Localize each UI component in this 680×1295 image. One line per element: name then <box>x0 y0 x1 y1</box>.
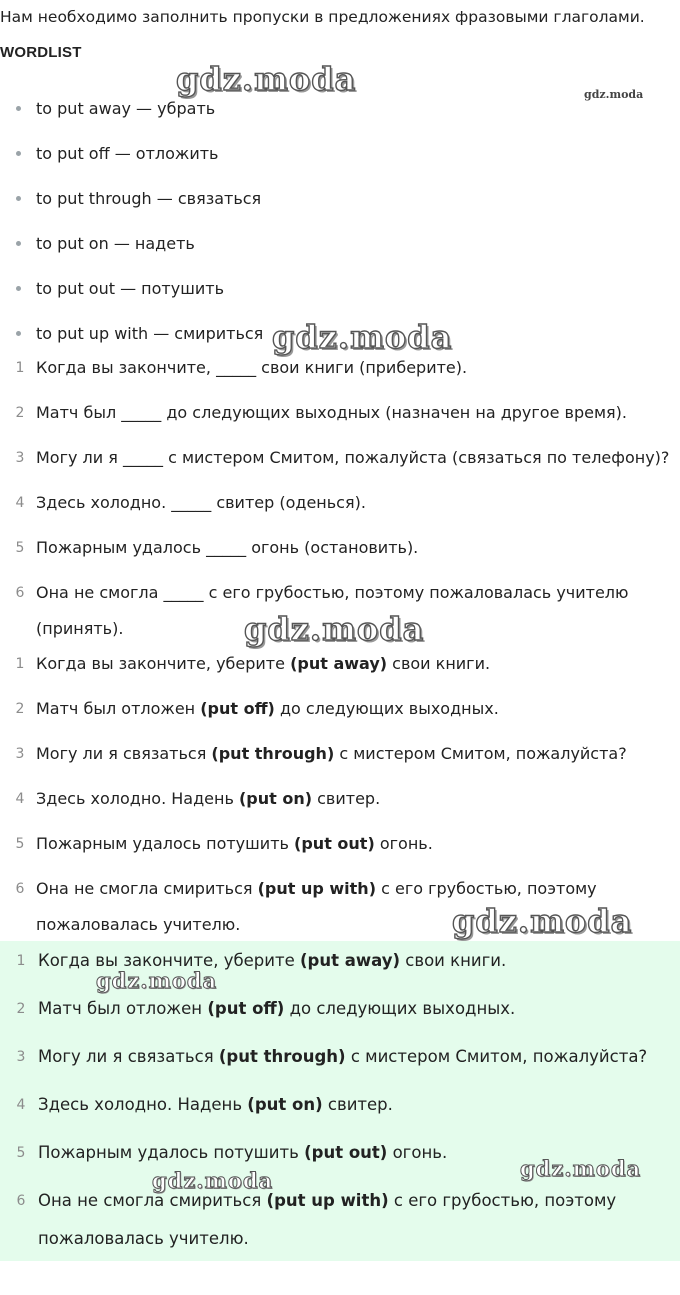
exercise-item <box>0 530 680 566</box>
wordlist-item-text: to put out — потушить <box>36 279 225 298</box>
wordlist-item <box>0 131 680 176</box>
exercise-text: Здесь холодно. _____ свитер (оденься). <box>36 493 366 512</box>
item-number: 6 <box>15 881 25 897</box>
phrasal-verb: (put through) <box>211 744 335 763</box>
answer-text: Она не смогла смириться (put up with) с его грубостью, поэтому пожаловалась учителю. <box>36 879 597 934</box>
wordlist <box>0 86 680 356</box>
wordlist-item-text: to put off — отложить <box>36 144 219 163</box>
watermark: gdz.moda <box>272 318 453 356</box>
phrasal-verb: (put on) <box>238 789 313 808</box>
item-number: 1 <box>15 360 25 376</box>
phrasal-verb: (put away) <box>300 951 401 970</box>
answer-item <box>0 646 680 682</box>
item-number: 2 <box>16 1001 26 1017</box>
answer-item <box>0 781 680 817</box>
answer-text: Здесь холодно. Надень (put on) свитер. <box>38 1095 393 1114</box>
phrasal-verb: (put away) <box>290 654 388 673</box>
exercise-text: Матч был _____ до следующих выходных (назначен на другое время). <box>36 403 627 422</box>
watermark: gdz.moda <box>152 1168 274 1193</box>
watermark: gdz.moda <box>452 902 633 940</box>
item-number: 5 <box>16 1145 26 1161</box>
wordlist-heading: WORDLIST <box>0 44 82 61</box>
exercise-item <box>0 485 680 521</box>
exercise-item <box>0 395 680 431</box>
item-number: 6 <box>16 1193 26 1209</box>
watermark: gdz.moda <box>584 88 644 101</box>
bullet-icon <box>16 286 21 291</box>
answer-item <box>0 990 680 1028</box>
watermark: gdz.moda <box>520 1156 642 1181</box>
bullet-icon <box>16 151 21 156</box>
answer-text: Могу ли я связаться (put through) с мистером Смитом, пожалуйста? <box>38 1047 648 1066</box>
answer-item <box>0 826 680 862</box>
answer-text: Матч был отложен (put off) до следующих выходных. <box>36 699 499 718</box>
bullet-icon <box>16 241 21 246</box>
answer-item <box>0 1182 680 1258</box>
item-number: 2 <box>15 701 25 717</box>
item-number: 3 <box>15 746 25 762</box>
answer-text: Когда вы закончите, уберите (put away) свои книги. <box>38 951 507 970</box>
watermark: gdz.moda <box>244 610 425 648</box>
wordlist-item-text: to put up with — смириться <box>36 324 264 343</box>
answer-text: Могу ли я связаться (put through) с мистером Смитом, пожалуйста? <box>36 744 627 763</box>
phrasal-verb: (put up with) <box>257 879 376 898</box>
phrasal-verb: (put up with) <box>266 1191 389 1210</box>
watermark: gdz.moda <box>176 60 357 98</box>
bullet-icon <box>16 196 21 201</box>
phrasal-verb: (put off) <box>207 999 285 1018</box>
wordlist-item <box>0 221 680 266</box>
item-number: 1 <box>15 656 25 672</box>
phrasal-verb: (put off) <box>200 699 275 718</box>
answer-text: Пожарным удалось потушить (put out) огонь. <box>36 834 433 853</box>
answer-text: Матч был отложен (put off) до следующих выходных. <box>38 999 516 1018</box>
wordlist-item-text: to put on — надеть <box>36 234 195 253</box>
answer-text: Пожарным удалось потушить (put out) огонь. <box>38 1143 448 1162</box>
wordlist-item <box>0 176 680 221</box>
answer-text: Когда вы закончите, уберите (put away) свои книги. <box>36 654 491 673</box>
item-number: 3 <box>15 450 25 466</box>
watermark: gdz.moda <box>96 968 218 993</box>
wordlist-item-text: to put through — связаться <box>36 189 262 208</box>
intro-text: Нам необходимо заполнить пропуски в предложениях фразовыми глаголами. <box>0 8 645 26</box>
answer-item <box>0 691 680 727</box>
exercise-text: Когда вы закончите, _____ свои книги (приберите). <box>36 358 468 377</box>
answer-item <box>0 1086 680 1124</box>
answer-text: Здесь холодно. Надень (put on) свитер. <box>36 789 381 808</box>
item-number: 4 <box>15 495 25 511</box>
item-number: 1 <box>16 953 26 969</box>
item-number: 2 <box>15 405 25 421</box>
wordlist-item-text: to put away — убрать <box>36 99 216 118</box>
phrasal-verb: (put out) <box>294 834 375 853</box>
item-number: 5 <box>15 836 25 852</box>
exercise-item <box>0 440 680 476</box>
exercise-text: Пожарным удалось _____ огонь (остановить). <box>36 538 419 557</box>
item-number: 4 <box>15 791 25 807</box>
phrasal-verb: (put on) <box>247 1095 323 1114</box>
bullet-icon <box>16 331 21 336</box>
phrasal-verb: (put through) <box>218 1047 346 1066</box>
item-number: 4 <box>16 1097 26 1113</box>
answer-item <box>0 736 680 772</box>
exercise-text: Могу ли я _____ с мистером Смитом, пожалуйста (связаться по телефону)? <box>36 448 670 467</box>
phrasal-verb: (put out) <box>304 1143 388 1162</box>
exercise-text: Она не смогла _____ с его грубостью, поэтому пожаловалась учителю (принять). <box>36 583 629 638</box>
bullet-icon <box>16 106 21 111</box>
wordlist-item <box>0 266 680 311</box>
item-number: 6 <box>15 585 25 601</box>
item-number: 3 <box>16 1049 26 1065</box>
answer-text: Она не смогла смириться (put up with) с его грубостью, поэтому пожаловалась учителю. <box>38 1191 617 1248</box>
item-number: 5 <box>15 540 25 556</box>
answer-item <box>0 1038 680 1076</box>
